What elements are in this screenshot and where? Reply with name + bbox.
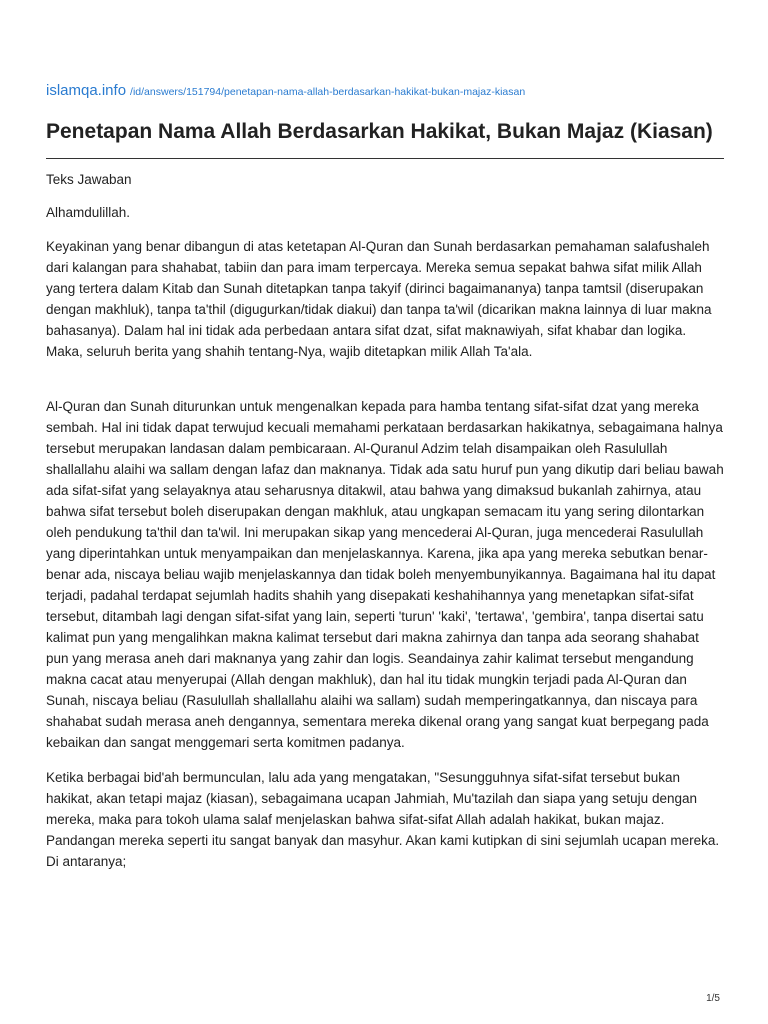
section-label: Teks Jawaban — [46, 172, 132, 187]
paragraph-1: Keyakinan yang benar dibangun di atas ketetapan Al-Quran dan Sunah berdasarkan pemahaman salafushaleh dari kalangan para shahabat, tabiin dan para imam terpercaya. Mereka semua sepakat bahwa sifat milik Allah yang tertera dalam Kitab dan Sunah ditetapkan tanpa takyif (dirinci bagaimananya) tanpa tamtsil (diserupakan dengan makhluk), tanpa ta'thil (digugurkan/tidak diakui) dan tanpa ta'wil (dicarikan makna lainnya di luar makna bahasanya). Dalam hal ini tidak ada perbedaan antara sifat dzat, sifat maknawiyah, sifat khabar dan logika. Maka, seluruh berita yang shahih tentang-Nya, wajib ditetapkan milik Allah Ta'ala. — [46, 239, 712, 359]
source-url — [46, 80, 724, 102]
title-divider — [46, 158, 724, 159]
greeting-text: Alhamdulillah. — [46, 205, 131, 220]
site-link[interactable]: islamqa.info — [46, 82, 127, 99]
page-number: 1/5 — [706, 993, 720, 1004]
paragraph-3: Ketika berbagai bid'ah bermunculan, lalu ada yang mengatakan, "Sesungguhnya sifat-sifat tersebut bukan hakikat, akan tetapi majaz (kiasan), sebagaimana ucapan Jahmiah, Mu'tazilah dan siapa yang setuju dengan mereka, maka para tokoh ulama salaf menjelaskan bahwa sifat-sifat Allah adalah hakikat, bukan majaz. Pandangan mereka seperti itu sangat banyak dan masyhur. Akan kami kutipkan di sini sejumlah ucapan mereka. Di antaranya; — [46, 770, 720, 869]
page-title: Penetapan Nama Allah Berdasarkan Hakikat, Bukan Majaz (Kiasan) — [46, 120, 713, 143]
document-page — [46, 80, 724, 872]
paragraph-2: Al-Quran dan Sunah diturunkan untuk mengenalkan kepada para hamba tentang sifat-sifat dzat yang mereka sembah. Hal ini tidak dapat terwujud kecuali memahami perkataan berdasarkan hakikatnya, sebagaimana halnya tersebut merupakan landasan dalam pembicaraan. Al-Quranul Adzim telah disampaikan oleh Rasulullah shallallahu alaihi wa sallam dengan lafaz dan maknanya. Tidak ada satu huruf pun yang dikutip dari beliau bawah ada sifat-sifat yang selayaknya atau seharusnya ditakwil, atau bahwa yang dimaksud bukanlah zahirnya, atau bahwa sifat tersebut boleh diserupakan dengan makhluk, atau ungkapan semacam itu yang sering dilontarkan oleh pendukung ta'thil dan ta'wil. Ini merupakan sikap yang mencederai Al-Quran, juga mencederai Rasulullah yang diperintahkan untuk menyampaikan dan menjelaskannya. Karena, jika apa yang mereka sebutkan benar-benar ada, niscaya beliau wajib menjelaskannya dan tidak boleh menyembunyikannya. Bagaimana hal itu dapat terjadi, padahal terdapat sejumlah hadits shahih yang disepakati keshahihannya yang menetapkan sifat-sifat tersebut, ditambah lagi dengan sifat-sifat yang lain, seperti 'turun' 'kaki', 'tertawa', 'gembira', tanpa disertai satu kalimat pun yang mengalihkan makna kalimat tersebut dari makna zahirnya dan tanpa ada seorang shahabat pun yang merasa aneh dari maknanya yang zahir dan logis. Seandainya zahir kalimat tersebut mengandung makna cacat atau menyerupai (Allah dengan makhluk), dan hal itu tidak mungkin terjadi pada Al-Quran dan Sunah, niscaya beliau (Rasulullah shallallahu alaihi wa sallam) sudah memperingatkannya, dan niscaya para shahabat sudah merasa aneh dengannya, sementara mereka dikenal orang yang sangat kuat berpegang pada kebaikan dan sangat menggemari serta komitmen padanya. — [46, 399, 724, 750]
url-path-link[interactable]: /id/answers/151794/penetapan-nama-allah-berdasarkan-hakikat-bukan-majaz-kiasan — [130, 86, 526, 98]
